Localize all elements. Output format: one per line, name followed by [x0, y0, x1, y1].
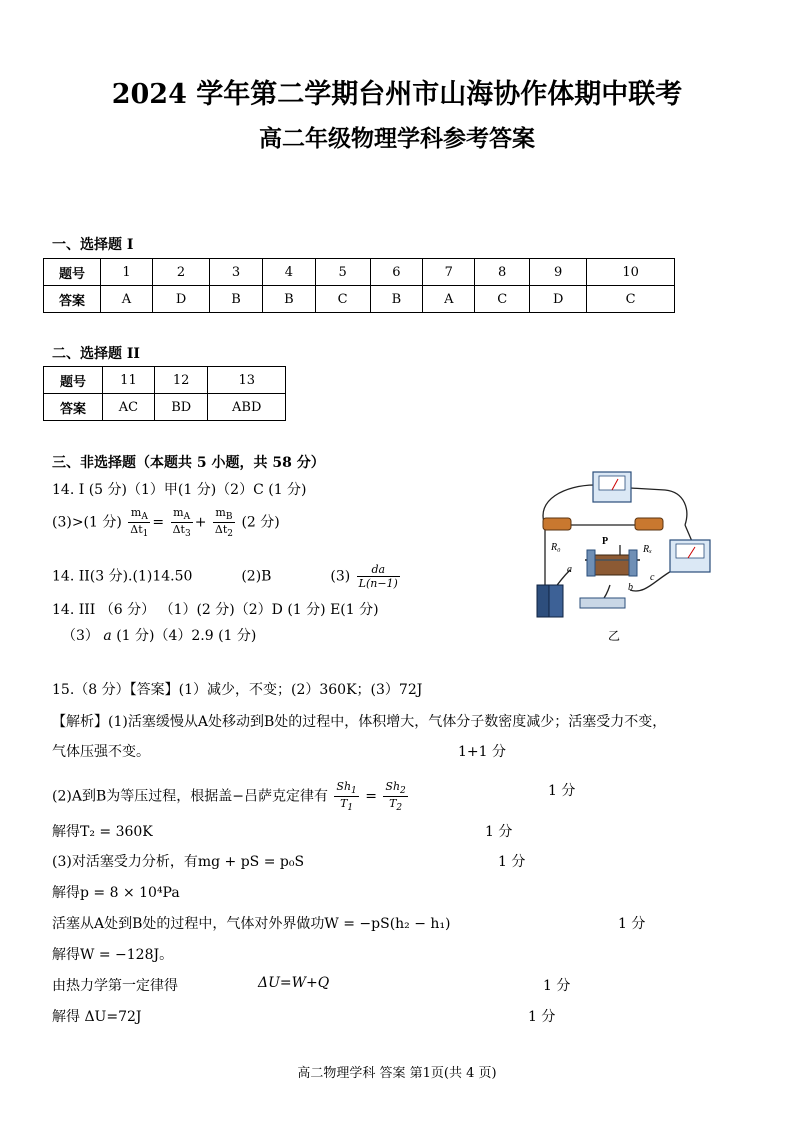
table-cell: AC: [103, 394, 155, 421]
section1-table: [43, 258, 675, 313]
page-title: 2024 学年第二学期台州市山海协作体期中联考: [111, 79, 683, 110]
row-label: 题号: [44, 259, 101, 286]
q14-part5-mid: (1 分)（4）2.9 (1 分): [116, 628, 257, 644]
q15-analysis-7: 解得W = −128J。: [52, 947, 174, 963]
table-cell: 1: [101, 259, 153, 286]
figure-caption: 乙: [608, 629, 621, 643]
section3-heading: 三、非选择题（本题共 5 小题，共 58 分）: [52, 455, 325, 471]
section2-heading: 二、选择题 II: [52, 346, 140, 362]
q15-answer: 15.（8 分）【答案】(1）减少，不变；(2）360K；(3）72J: [52, 682, 423, 698]
label-c: c: [650, 572, 655, 583]
table-cell: B: [262, 286, 315, 313]
label-r0: R₀: [551, 542, 561, 553]
q15-score-2: 1 分: [548, 783, 576, 799]
table-cell: C: [475, 286, 530, 313]
battery-icon: [537, 585, 563, 617]
table-cell: D: [152, 286, 209, 313]
q15-score-1: 1+1 分: [458, 744, 506, 760]
q14-part5: [62, 625, 256, 645]
section2-table: [43, 366, 286, 421]
table-cell: 10: [587, 259, 675, 286]
q15-analysis-2-text: (2)A到B为等压过程，根据盖−吕萨克定律有: [52, 788, 328, 805]
resistor-r0-icon: [543, 518, 571, 530]
table-cell: C: [315, 286, 370, 313]
table-cell: 12: [154, 367, 208, 394]
q15-score-9: 1 分: [528, 1009, 556, 1025]
rheostat-icon: [595, 555, 630, 575]
q15-score-4: 1 分: [498, 854, 526, 870]
q15-analysis-6: 活塞从A处到B处的过程中，气体对外界做功W = −pS(h₂ − h₁): [52, 916, 451, 932]
table-cell: A: [423, 286, 475, 313]
formula-fraction: $\frac{Sh_1}{T_1}$: [336, 780, 357, 814]
q14-part3-a: 14. II(3 分).(1)14.50: [52, 568, 193, 585]
q15-score-3: 1 分: [485, 824, 513, 840]
q15-analysis-3: 解得T₂ = 360K: [52, 824, 153, 840]
row-label: 答案: [44, 394, 103, 421]
table-cell: 5: [315, 259, 370, 286]
q14-part3-c: (3): [330, 568, 351, 585]
table-row: [44, 259, 675, 286]
switch-icon: [580, 598, 625, 608]
q14-part3: [52, 563, 402, 590]
q14-part2-prefix: (3)>(1 分): [52, 514, 122, 531]
table-cell: 2: [152, 259, 209, 286]
table-cell: 9: [530, 259, 587, 286]
formula-fraction: $\frac{Sh_2}{T_2}$: [385, 780, 406, 814]
row-label: 答案: [44, 286, 101, 313]
table-row: [44, 286, 675, 313]
table-cell: BD: [154, 394, 208, 421]
section1-heading: 一、选择题 I: [52, 237, 134, 253]
table-cell: A: [101, 286, 153, 313]
q14-part5-var: a: [103, 628, 112, 644]
table-cell: C: [587, 286, 675, 313]
table-row: [44, 394, 286, 421]
table-cell: ABD: [208, 394, 286, 421]
formula-fraction: $\frac{m_B}{\Delta t_2}$: [214, 506, 233, 540]
table-row: [44, 367, 286, 394]
q14-part2-score: (2 分): [241, 514, 280, 531]
label-b: b: [628, 582, 633, 593]
q15-analysis-1b: 气体压强不变。: [52, 744, 150, 760]
q15-score-8: 1 分: [543, 978, 571, 994]
q14-part2: (3)>(1 分) $\frac{m_A}{\Delta t_1}$ = $\frac{m_A}{\Delta t_3}$ + $\frac{m_B}{\Delta t_2}$ (2 分): [52, 506, 280, 540]
page-subtitle: 高二年级物理学科参考答案: [259, 125, 535, 152]
q15-analysis-2: (2)A到B为等压过程，根据盖−吕萨克定律有 $\frac{Sh_1}{T_1}$ = $\frac{Sh_2}{T_2}$: [52, 780, 406, 814]
table-cell: 13: [208, 367, 286, 394]
q15-analysis-8: 由热力学第一定律得: [52, 978, 178, 994]
q14-part5-prefix: （3）: [62, 628, 99, 644]
formula-fraction: $\frac{m_A}{\Delta t_3}$: [172, 506, 191, 540]
table-cell: 4: [262, 259, 315, 286]
table-cell: 3: [210, 259, 263, 286]
q14-part3-b: (2)B: [241, 568, 272, 585]
table-cell: 6: [370, 259, 423, 286]
label-a: a: [567, 564, 572, 575]
q14-part4: 14. III （6 分） （1）(2 分)（2）D (1 分) E(1 分): [52, 602, 379, 618]
q14-part1: 14. I (5 分)（1）甲(1 分)（2）C (1 分): [52, 482, 307, 498]
table-cell: D: [530, 286, 587, 313]
table-cell: 11: [103, 367, 155, 394]
formula-fraction: $\frac{da}{L(n-1)}$: [358, 563, 398, 590]
circuit-figure: [525, 470, 725, 650]
label-rx: Rₓ: [643, 544, 652, 555]
table-cell: 7: [423, 259, 475, 286]
table-cell: B: [210, 286, 263, 313]
resistor-rx-icon: [635, 518, 663, 530]
q15-analysis-1: 【解析】(1)活塞缓慢从A处移动到B处的过程中，体积增大，气体分子数密度减少；活塞受力不变，: [52, 714, 667, 730]
voltmeter-icon: [593, 472, 631, 502]
table-cell: B: [370, 286, 423, 313]
q15-analysis-4: (3)对活塞受力分析，有mg + pS = p₀S: [52, 854, 305, 870]
label-p: P: [602, 536, 609, 547]
q15-analysis-5: 解得p = 8 × 10⁴Pa: [52, 885, 180, 901]
ammeter-icon: [670, 540, 710, 572]
q15-analysis-9: 解得 ΔU=72J: [52, 1009, 142, 1025]
q15-score-6: 1 分: [618, 916, 646, 932]
q15-analysis-8b: ΔU=W+Q: [258, 975, 330, 991]
row-label: 题号: [44, 367, 103, 394]
table-cell: 8: [475, 259, 530, 286]
formula-fraction: $\frac{m_A}{\Delta t_1}$: [130, 506, 149, 540]
page-footer: 高二物理学科 答案 第1页(共 4 页): [297, 1066, 497, 1081]
